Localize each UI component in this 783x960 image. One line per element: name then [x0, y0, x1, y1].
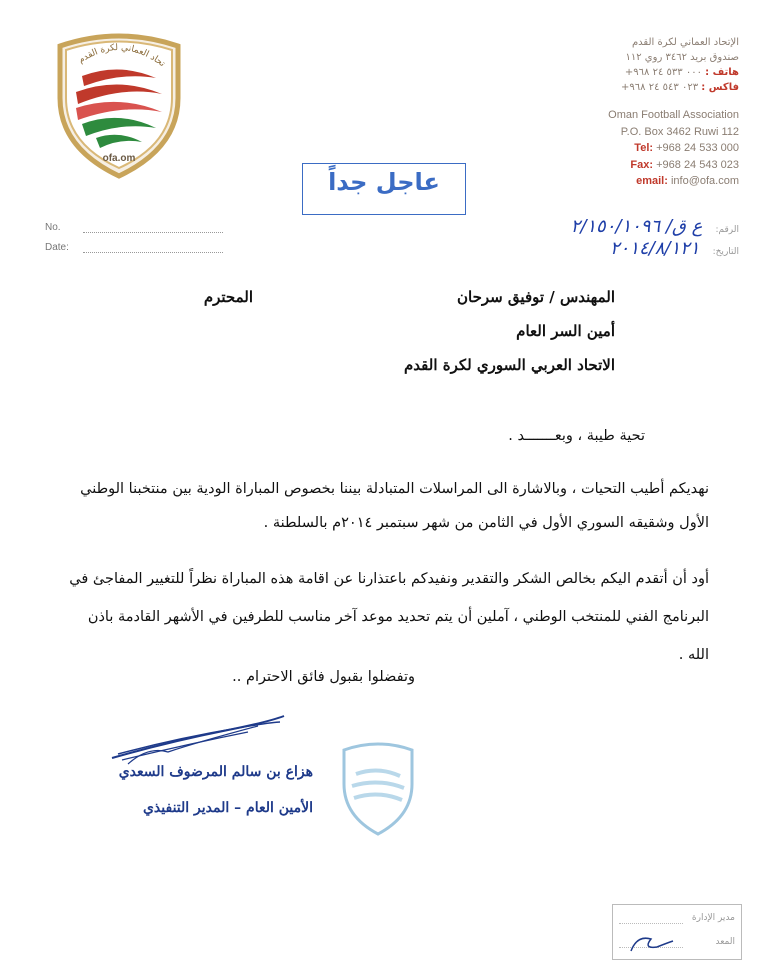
letterhead-english: [519, 107, 739, 190]
email-label: email:: [636, 175, 668, 187]
tel-number: +968 24 533 000: [656, 142, 739, 154]
faint-seal: [338, 738, 418, 838]
ar-fax-row: [539, 80, 739, 95]
urgent-stamp-text: عاجل جداً: [328, 168, 440, 196]
ar-tel-label: هاتف :: [705, 67, 739, 78]
recipient-title: أمين السر العام: [516, 322, 615, 340]
routing-line-2: المعد: [715, 937, 735, 947]
signature: [108, 712, 288, 772]
en-fax-row: [519, 157, 739, 174]
ar-pobox: صندوق بريد ٣٤٦٢ روي ١١٢: [625, 52, 739, 63]
fax-number: +968 24 543 023: [656, 158, 739, 171]
recipient-name: المهندس / توفيق سرحان: [456, 288, 615, 306]
tel-label: Tel:: [634, 142, 654, 154]
en-email-row: [519, 173, 739, 190]
logo-arabic-text: تحاد العماني لكرة القدم: [76, 42, 167, 70]
ref-number-row: [479, 216, 739, 237]
greeting: تحية طيبة ، وبعـــــــد .: [508, 428, 645, 444]
routing-initial: [627, 931, 677, 957]
ref-date-row: [479, 238, 739, 259]
en-tel-row: [519, 140, 739, 157]
recipient-org: الاتحاد العربي السوري لكرة القدم: [404, 356, 615, 374]
date-label: Date:: [45, 242, 69, 253]
no-field: [45, 222, 223, 233]
recipient-honorific: المحترم: [203, 288, 253, 306]
routing-line-1: مدير الإدارة: [691, 913, 735, 923]
closing: وتفضلوا بقبول فائق الاحترام ..: [232, 669, 415, 685]
fax-label: Fax:: [630, 158, 654, 171]
ref-date-value: ٢٠١٤/٨/١٢١: [610, 238, 700, 259]
ar-org-name: الإتحاد العماني لكرة القدم: [631, 37, 739, 48]
ar-tel: ٠٠٠ ٥٣٣ ٢٤ ٩٦٨+: [624, 67, 702, 78]
ar-fax-label: فاكس :: [701, 82, 739, 93]
paragraph-1: نهديكم أطيب التحيات ، وبالاشارة الى المراسلات المتبادلة بيننا بخصوص المباراة الودية بين منتخبنا الوطني الأول وشقيقه السوري الأول في الثامن من شهر سبتمبر ٢٠١٤م بالسلطنة .: [80, 481, 709, 531]
en-pobox: P.O. Box 3462 Ruwi 112: [620, 125, 739, 138]
routing-box: [612, 904, 742, 960]
email-address: info@ofa.com: [670, 175, 739, 187]
ref-date-label: التاريخ:: [712, 247, 739, 257]
signatory-name: هزاع بن سالم المرضوف السعدي: [118, 764, 313, 780]
logo-domain: ofa.om: [102, 153, 136, 164]
en-org-name: Oman Football Association: [608, 109, 739, 121]
ar-tel-row: [539, 65, 739, 80]
signatory-position: الأمين العام – المدير التنفيذي: [142, 800, 313, 816]
ref-number-value: ع ق/ ٢/١٥٠/١٠٩٦: [570, 216, 703, 237]
ofa-logo: [52, 28, 186, 180]
urgent-stamp: [302, 163, 466, 215]
ref-number-label: الرقم:: [715, 225, 739, 235]
date-field: [45, 242, 223, 253]
no-label: No.: [45, 222, 61, 233]
letterhead-arabic: [539, 35, 739, 95]
ar-fax: ٠٢٣ ٥٤٣ ٢٤ ٩٦٨+: [621, 82, 699, 93]
paragraph-2: أود أن أتقدم اليكم بخالص الشكر والتقدير ونفيدكم باعتذارنا عن اقامة هذه المباراة نظراً للتغيير المفاجئ في البرنامج الفني للمنتخب الوطني ، آملين أن يتم تحديد موعد آخر مناسب للطرفين في الأشهر القادمة باذن الله .: [69, 571, 709, 663]
